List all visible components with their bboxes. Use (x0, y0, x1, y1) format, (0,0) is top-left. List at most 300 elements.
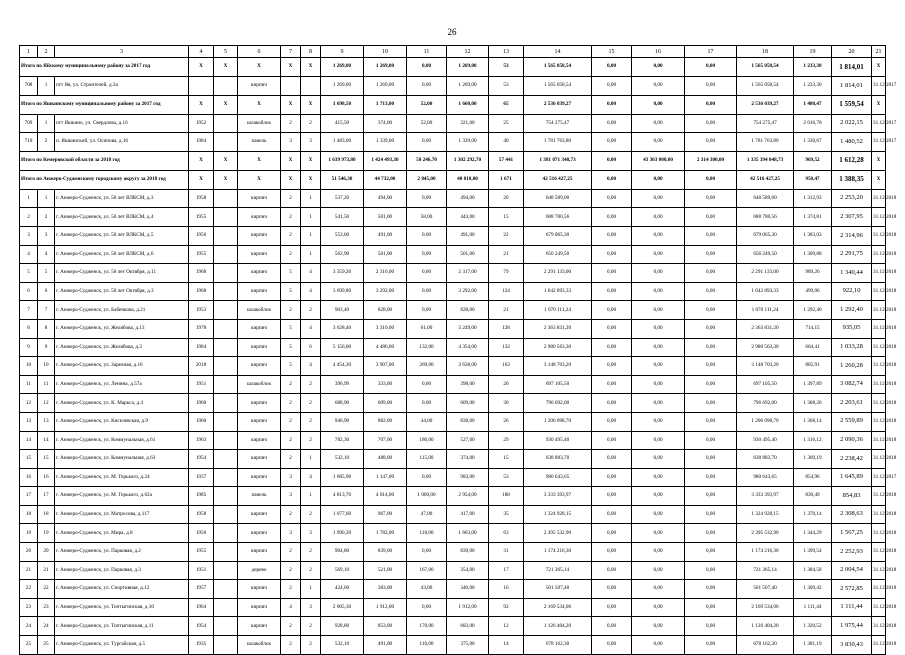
data-cell: 0,00 (632, 208, 685, 227)
address-cell: г. Анжеро-Судженск, ул. Парковая, д.2 (55, 543, 189, 562)
data-cell: 1 269,00 (364, 58, 407, 77)
data-cell: 1958 (189, 505, 214, 524)
table-row (20, 561, 886, 580)
row-sub-number: 12 (38, 394, 55, 413)
data-cell: 0,00 (685, 58, 737, 77)
data-cell: 1 339,00 (447, 133, 489, 152)
data-cell: 1 269,00 (447, 77, 489, 96)
data-cell: 2 (301, 375, 321, 394)
data-cell: 1 206 098,70 (524, 412, 592, 431)
data-cell: 805,91 (794, 357, 832, 376)
data-cell: 2 (281, 245, 301, 264)
data-cell: 796 692,00 (524, 394, 592, 413)
data-cell: 828,00 (364, 301, 407, 320)
data-cell: 2 (301, 505, 321, 524)
data-cell: 2 845,00 (407, 170, 447, 189)
data-cell: 0,00 (592, 487, 632, 506)
data-cell: 1 (301, 580, 321, 599)
data-cell: 930 495,40 (524, 431, 592, 450)
row-sub-number: 6 (38, 282, 55, 301)
row-sub-number: 25 (38, 636, 55, 655)
data-cell: 983,00 (447, 468, 489, 487)
data-cell: 1 381 071 348,73 (524, 151, 592, 170)
data-cell: 609,00 (364, 394, 407, 413)
data-cell: 989,26 (794, 264, 832, 283)
data-cell: панель (238, 487, 281, 506)
data-cell: X (872, 151, 886, 170)
data-cell: 0,00 (632, 301, 685, 320)
row-sub-number: 21 (38, 561, 55, 580)
table-row (20, 375, 886, 394)
data-cell: 0,00 (685, 226, 737, 245)
column-number: 6 (238, 46, 281, 58)
data-cell: 0,00 (632, 487, 685, 506)
data-cell: 0,00 (632, 580, 685, 599)
row-sub-number: 2 (38, 208, 55, 227)
data-cell: 2 (301, 394, 321, 413)
data-cell: 2 (281, 561, 301, 580)
data-cell: 396,99 (321, 375, 364, 394)
data-cell: 1 975,44 (832, 617, 872, 636)
data-cell: 1978 (189, 319, 214, 338)
data-cell: 678 162,30 (737, 636, 794, 655)
data-cell: 1937 (189, 468, 214, 487)
data-cell: 1 565 058,54 (524, 77, 592, 96)
row-number: 24 (20, 617, 38, 636)
address-cell: г. Анжеро-Судженск, ул. Бабенкова, д.21 (55, 301, 189, 320)
data-cell: 398,00 (447, 375, 489, 394)
data-cell (214, 338, 238, 357)
data-cell: X (189, 151, 214, 170)
data-cell: 0,00 (685, 357, 737, 376)
data-cell: 0,00 (592, 561, 632, 580)
data-cell: 3 (281, 524, 301, 543)
data-cell (214, 617, 238, 636)
data-cell: 31.12.2017 (872, 468, 886, 487)
data-cell: 0,00 (407, 282, 447, 301)
data-cell: 1 269,00 (321, 77, 364, 96)
data-cell: 167,00 (407, 561, 447, 580)
data-cell: 5 (281, 319, 301, 338)
data-cell: 1 324 928,15 (524, 505, 592, 524)
data-cell: 1964 (189, 598, 214, 617)
data-cell: 21 (489, 245, 524, 264)
data-cell: 491,00 (364, 636, 407, 655)
column-number: 18 (737, 46, 794, 58)
data-cell: 2 (281, 114, 301, 133)
data-cell: 12 (489, 617, 524, 636)
data-cell: 946,90 (321, 412, 364, 431)
data-cell: 42 516 427,25 (737, 170, 794, 189)
data-cell: 1 233,30 (794, 77, 832, 96)
data-cell: 1 782,00 (364, 524, 407, 543)
data-cell: 501,00 (447, 245, 489, 264)
data-cell: X (281, 170, 301, 189)
data-cell: 269,00 (407, 357, 447, 376)
table-row (20, 394, 886, 413)
data-cell: 0,00 (632, 95, 685, 114)
data-cell: 15 (489, 208, 524, 227)
data-cell: X (214, 95, 238, 114)
row-sub-number: 14 (38, 431, 55, 450)
data-cell: 4 (301, 319, 321, 338)
data-cell: 0,00 (685, 412, 737, 431)
data-cell: 43 363 000,00 (632, 151, 685, 170)
data-cell: X (872, 95, 886, 114)
data-cell: 132,00 (407, 338, 447, 357)
column-number: 3 (55, 46, 189, 58)
data-cell: 0,00 (685, 431, 737, 450)
row-number: 11 (20, 375, 38, 394)
data-cell: 1 269,00 (447, 58, 489, 77)
data-cell: 0,00 (407, 58, 447, 77)
data-cell: 1 483,00 (321, 133, 364, 152)
data-cell: 31.12.2018 (872, 357, 886, 376)
data-cell: 2 (301, 431, 321, 450)
data-cell: 3 699,80 (321, 282, 364, 301)
data-cell: 707,00 (364, 431, 407, 450)
data-cell: 0,00 (685, 170, 737, 189)
data-cell: 1 990,30 (321, 524, 364, 543)
data-cell: 1 698,50 (321, 95, 364, 114)
data-cell: 1 713,00 (364, 95, 407, 114)
data-cell: 0,00 (592, 208, 632, 227)
data-cell: 0,00 (592, 151, 632, 170)
data-cell (214, 114, 238, 133)
data-cell: 2 291 133,00 (524, 264, 592, 283)
data-cell: 488,00 (364, 450, 407, 469)
row-sub-number: 18 (38, 505, 55, 524)
data-cell: 0,00 (407, 468, 447, 487)
data-cell: 5 (281, 357, 301, 376)
subtotal-label: Итого по Яйскому муниципальному району за 2017 год (20, 58, 189, 77)
data-cell: 0,00 (407, 301, 447, 320)
row-number: 5 (20, 264, 38, 283)
row-number: 19 (20, 524, 38, 543)
data-cell: 0,00 (685, 245, 737, 264)
data-cell: X (214, 151, 238, 170)
data-cell: 494,00 (447, 189, 489, 208)
table-row (20, 226, 886, 245)
address-cell: г. Анжеро-Судженск, ул. Матросова, д.117 (55, 505, 189, 524)
data-cell: 2 (281, 226, 301, 245)
address-cell: г. Анжеро-Судженск, ул. М. Горького, д.24 (55, 468, 189, 487)
address-cell: г. Анжеро-Судженск, ул. К. Маркса, д.4 (55, 394, 189, 413)
data-cell: 15 (489, 450, 524, 469)
data-cell: 0,00 (685, 617, 737, 636)
data-cell: 128 (489, 319, 524, 338)
data-cell: 1953 (189, 301, 214, 320)
column-number: 5 (214, 46, 238, 58)
data-cell: 4 014,00 (364, 487, 407, 506)
data-cell: 3 333 393,97 (524, 487, 592, 506)
data-cell: 980 643,65 (737, 468, 794, 487)
data-cell: 2 363 831,20 (524, 319, 592, 338)
data-cell: 1 671 (489, 170, 524, 189)
data-cell: 796 692,00 (737, 394, 794, 413)
address-cell: г. Анжеро-Судженск, ул. 50 лет Октября, д.11 (55, 264, 189, 283)
data-cell: 648 589,00 (737, 189, 794, 208)
data-cell: кирпич (238, 208, 281, 227)
data-cell: X (872, 170, 886, 189)
data-cell: 1 685,90 (321, 468, 364, 487)
subtotal-row (20, 151, 886, 170)
data-cell (214, 264, 238, 283)
data-cell: 656 249,50 (737, 245, 794, 264)
data-cell: 0,00 (632, 617, 685, 636)
data-cell: 1 308,20 (794, 394, 832, 413)
data-cell: 679 065,30 (524, 226, 592, 245)
data-cell: 0,00 (592, 524, 632, 543)
data-cell: 2 536 039,27 (524, 95, 592, 114)
data-cell: 1 340,44 (832, 264, 872, 283)
data-cell: 532,10 (321, 450, 364, 469)
data-cell: 180,00 (407, 431, 447, 450)
data-cell: 2 169 534,06 (737, 598, 794, 617)
data-cell: 0,00 (592, 282, 632, 301)
column-number: 7 (281, 46, 301, 58)
data-cell: 0,00 (685, 208, 737, 227)
data-cell: 1 814,01 (832, 58, 872, 77)
data-cell: 1 384,58 (794, 561, 832, 580)
address-cell: г. Анжеро-Судженск, ул. Топтыгинская, д.10 (55, 598, 189, 617)
data-cell: 1 381,19 (794, 636, 832, 655)
data-cell (214, 226, 238, 245)
table-row (20, 319, 886, 338)
data-cell: 2 004,54 (832, 561, 872, 580)
data-cell: дерево (238, 561, 281, 580)
page-number: 26 (447, 27, 457, 37)
data-cell: 2 203,61 (832, 394, 872, 413)
data-cell (214, 301, 238, 320)
row-sub-number: 16 (38, 468, 55, 487)
data-cell: 2 (301, 636, 321, 655)
data-cell: 3 (281, 133, 301, 152)
data-cell: 0,00 (685, 598, 737, 617)
data-cell: 1960 (189, 394, 214, 413)
row-number: 8 (20, 319, 38, 338)
data-cell: 0,00 (632, 133, 685, 152)
data-cell: 14 (489, 636, 524, 655)
data-cell: 501,00 (364, 245, 407, 264)
data-cell: 5 (281, 338, 301, 357)
table-row (20, 617, 886, 636)
data-cell (214, 208, 238, 227)
data-cell: 44 732,00 (364, 170, 407, 189)
data-cell: 26 (489, 412, 524, 431)
data-cell: 42 516 427,25 (524, 170, 592, 189)
data-cell: 0,00 (632, 524, 685, 543)
data-cell: 0,00 (407, 375, 447, 394)
data-cell: X (301, 151, 321, 170)
data-cell: 29 (489, 431, 524, 450)
address-cell: г. Анжеро-Судженск, ул. Топтыгинская, д.11 (55, 617, 189, 636)
row-sub-number: 10 (38, 357, 55, 376)
data-cell: 92 (489, 598, 524, 617)
address-cell: г. Анжеро-Судженск, ул. Мира, д.8 (55, 524, 189, 543)
row-number: 16 (20, 468, 38, 487)
data-cell: 20 (489, 189, 524, 208)
row-number: 1 (20, 189, 38, 208)
data-cell: 1956 (189, 226, 214, 245)
data-cell: 3 628,40 (321, 319, 364, 338)
column-number: 19 (794, 46, 832, 58)
data-cell: 930 495,40 (737, 431, 794, 450)
data-cell: 0,00 (592, 245, 632, 264)
data-cell: 31.12.2018 (872, 524, 886, 543)
data-cell: 0,00 (632, 226, 685, 245)
data-cell: 0,00 (592, 375, 632, 394)
table-row (20, 338, 886, 357)
row-sub-number: 4 (38, 245, 55, 264)
data-cell (214, 543, 238, 562)
data-cell: 47,00 (407, 505, 447, 524)
data-cell: кирпич (238, 598, 281, 617)
data-cell: 1 912,00 (447, 598, 489, 617)
column-number: 15 (592, 46, 632, 58)
data-cell: 1 033,28 (832, 338, 872, 357)
data-cell: 0,00 (685, 524, 737, 543)
data-cell: 0,00 (592, 598, 632, 617)
data-cell: 50 246,70 (407, 151, 447, 170)
data-cell: 1 206 098,70 (737, 412, 794, 431)
table-row (20, 264, 886, 283)
data-cell: 838,00 (447, 412, 489, 431)
data-cell: 1 559,54 (832, 95, 872, 114)
data-cell: 1 370,14 (794, 505, 832, 524)
row-sub-number: 17 (38, 487, 55, 506)
data-cell: 0,00 (592, 133, 632, 152)
data-cell: 0,00 (632, 338, 685, 357)
data-cell: 638 883,70 (737, 450, 794, 469)
data-cell: 2 291,75 (832, 245, 872, 264)
data-cell: 1 781 763,80 (737, 133, 794, 152)
row-sub-number: 1 (38, 189, 55, 208)
table-row (20, 524, 886, 543)
address-cell: г. Анжеро-Судженск, ул. Спортивная, д.12 (55, 580, 189, 599)
data-cell: 1 (301, 189, 321, 208)
data-cell: 1956 (189, 524, 214, 543)
data-cell: 1 612,28 (832, 151, 872, 170)
column-number: 20 (832, 46, 872, 58)
data-cell: 714,15 (794, 319, 832, 338)
data-cell: 31.12.2018 (872, 412, 886, 431)
address-cell: г. Анжеро-Судженск, ул. Парковая, д.3 (55, 561, 189, 580)
data-cell: 0,00 (632, 394, 685, 413)
data-cell: 0,00 (592, 543, 632, 562)
data-cell: кирпич (238, 245, 281, 264)
data-cell: 0,00 (685, 375, 737, 394)
data-cell: 2 980 563,30 (737, 338, 794, 357)
row-sub-number: 1 (38, 114, 55, 133)
data-cell (301, 77, 321, 96)
data-cell: 0,00 (632, 636, 685, 655)
row-sub-number: 3 (38, 226, 55, 245)
data-cell: 1 309,42 (794, 580, 832, 599)
data-cell: кирпич (238, 338, 281, 357)
data-cell: 2 090,36 (832, 431, 872, 450)
data-cell: шлакоблок (238, 301, 281, 320)
data-cell: 0,00 (685, 133, 737, 152)
row-number: 6 (20, 282, 38, 301)
subtotal-label: Итого по Анжеро-Судженскому городскому округу за 2018 год (20, 170, 189, 189)
data-cell: X (301, 170, 321, 189)
data-cell: 4 354,00 (447, 338, 489, 357)
data-cell: 31.12.2017 (872, 77, 886, 96)
data-cell: 0,00 (407, 394, 447, 413)
data-cell: 6 (301, 338, 321, 357)
data-cell: 1984 (189, 133, 214, 152)
data-cell: 53 (489, 77, 524, 96)
row-number: 9 (20, 338, 38, 357)
data-cell: 188 (489, 487, 524, 506)
data-cell: 2 (281, 431, 301, 450)
data-cell: 20 (489, 375, 524, 394)
data-cell: 3 359,20 (321, 264, 364, 283)
address-cell: г. Анжеро-Судженск, ул. 50 лет ВЛКСМ, д.5 (55, 226, 189, 245)
data-cell: кирпич (238, 505, 281, 524)
data-cell: 1 269,00 (321, 58, 364, 77)
data-cell: 132 (489, 338, 524, 357)
data-cell: 2 395 532,90 (524, 524, 592, 543)
data-cell: 0,00 (685, 95, 737, 114)
data-cell: 0,00 (592, 77, 632, 96)
data-cell: 1 642 893,33 (737, 282, 794, 301)
data-cell: 0,00 (407, 189, 447, 208)
data-cell: 1 309,88 (794, 245, 832, 264)
data-cell: 0,00 (407, 543, 447, 562)
data-cell (189, 77, 214, 96)
data-cell: 3 (301, 524, 321, 543)
data-cell: 1 344,29 (794, 524, 832, 543)
data-cell: 0,00 (685, 264, 737, 283)
address-cell: г. Анжеро-Судженск, ул. Ленина, д.57а (55, 375, 189, 394)
data-cell: 0,00 (632, 170, 685, 189)
data-cell (214, 561, 238, 580)
data-cell: 0,00 (592, 468, 632, 487)
data-cell: 688 780,56 (524, 208, 592, 227)
data-cell: 374,00 (364, 114, 407, 133)
data-cell: 0,00 (632, 412, 685, 431)
data-cell: 1935 (189, 636, 214, 655)
data-cell: X (281, 151, 301, 170)
data-cell: 115,00 (407, 450, 447, 469)
data-cell: 0,00 (632, 505, 685, 524)
data-cell: 0,00 (592, 58, 632, 77)
data-cell: 1958 (189, 189, 214, 208)
data-cell: 0,00 (592, 617, 632, 636)
data-cell: 537,20 (321, 189, 364, 208)
data-cell: 0,00 (592, 450, 632, 469)
column-number: 11 (407, 46, 447, 58)
data-cell: 2 (281, 450, 301, 469)
data-cell: 383,00 (364, 580, 407, 599)
row-sub-number: 2 (38, 133, 55, 152)
data-cell: 0,00 (685, 189, 737, 208)
data-cell: 1 233,30 (794, 58, 832, 77)
data-cell (214, 487, 238, 506)
data-cell: 0,00 (592, 357, 632, 376)
data-cell: 935,05 (832, 319, 872, 338)
data-cell: 1985 (189, 487, 214, 506)
data-cell: 31 (489, 543, 524, 562)
data-cell: 2 (281, 617, 301, 636)
data-cell: 321,00 (447, 114, 489, 133)
data-cell: 830,49 (794, 487, 832, 506)
data-cell: 0,00 (632, 245, 685, 264)
row-number: 710 (20, 133, 38, 152)
data-cell: 527,00 (447, 431, 489, 450)
